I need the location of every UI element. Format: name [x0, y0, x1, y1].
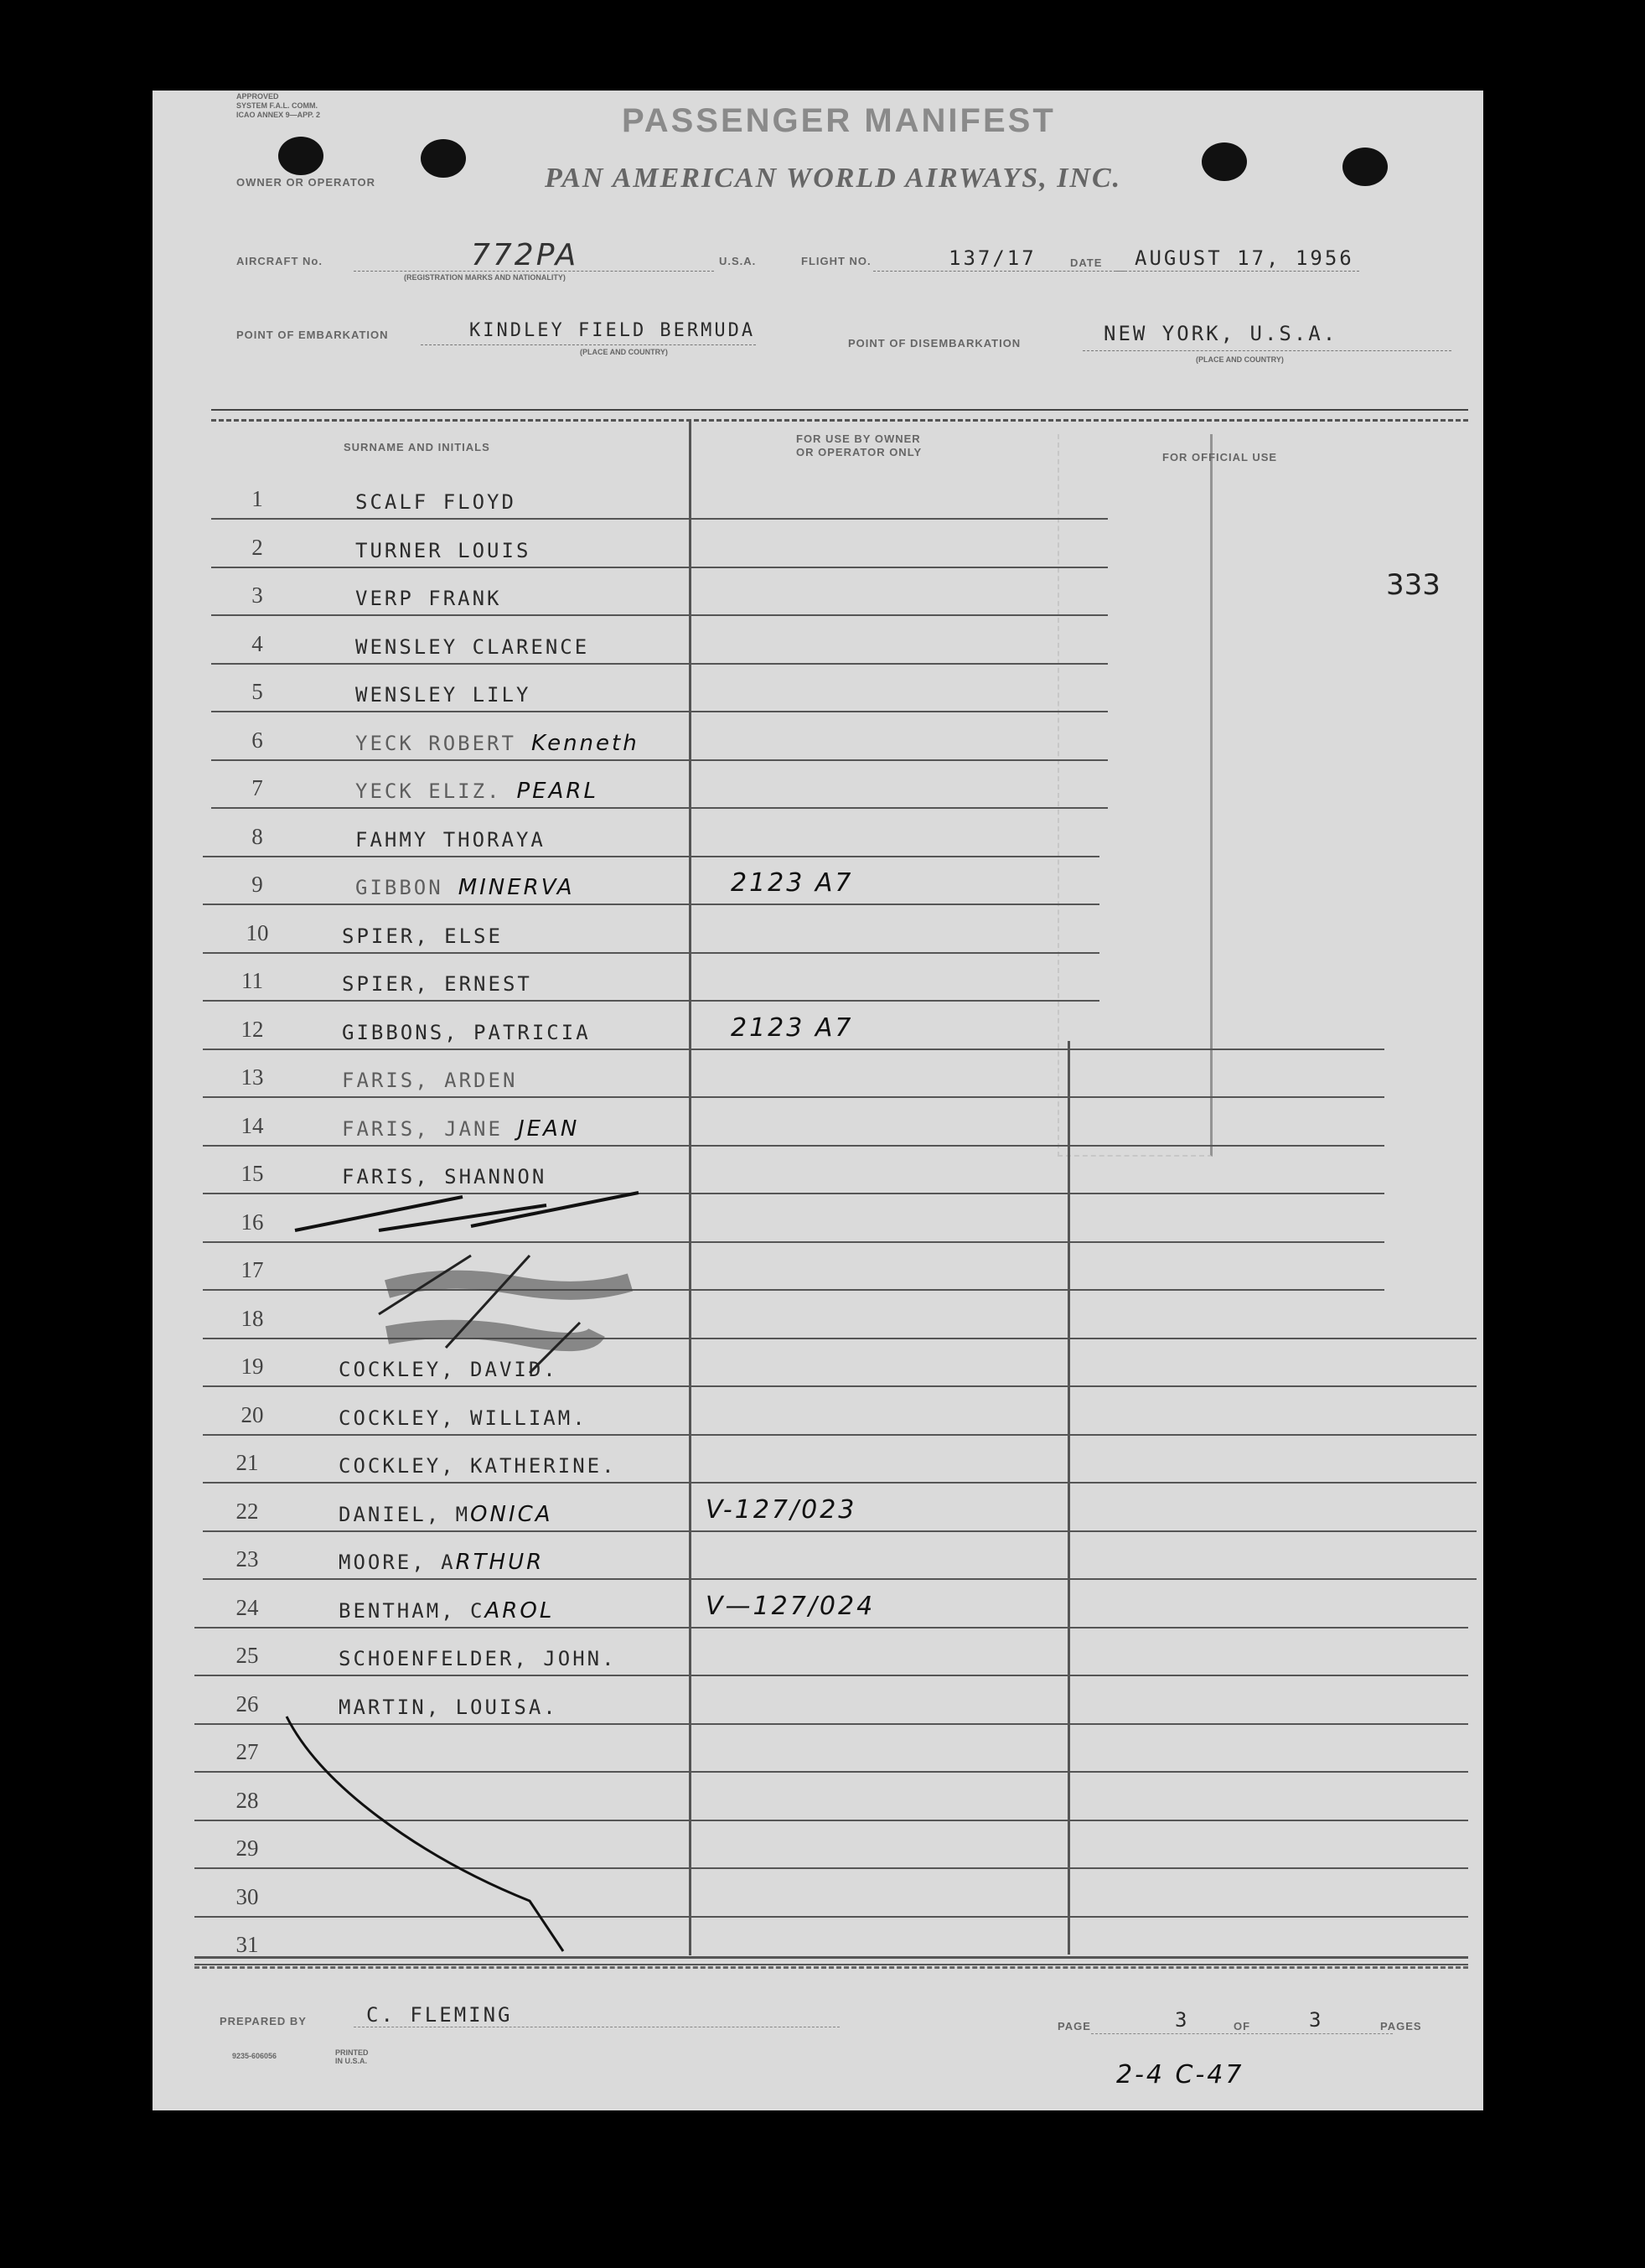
passenger-name: WENSLEY LILY — [355, 683, 531, 707]
row-rule — [203, 904, 1099, 905]
aircraft-label: AIRCRAFT No. — [236, 255, 323, 267]
punch-hole — [421, 139, 466, 178]
col-owner-header: OR OPERATOR ONLY — [796, 446, 923, 458]
owner-note: 2123 A7 — [731, 868, 854, 898]
passenger-name-handwritten: ONICA — [470, 1502, 553, 1527]
row-rule — [203, 1000, 1099, 1002]
aircraft-value: 772PA — [471, 238, 579, 272]
passenger-name: BENTHAM, C — [339, 1599, 485, 1623]
passenger-name: SPIER, ERNEST — [342, 972, 532, 996]
row-rule — [203, 1482, 1477, 1484]
aircraft-sublabel: (REGISTRATION MARKS AND NATIONALITY) — [404, 273, 566, 282]
row-number: 11 — [241, 968, 263, 993]
passenger-name: YECK ELIZ. — [355, 779, 502, 803]
row-number: 1 — [251, 486, 263, 511]
page-value: 3 — [1175, 2008, 1190, 2032]
owner-value: PAN AMERICAN WORLD AIRWAYS, INC. — [545, 163, 1122, 194]
embarkation-value: KINDLEY FIELD BERMUDA — [469, 320, 756, 341]
date-label: DATE — [1070, 256, 1103, 269]
table-row — [355, 731, 639, 756]
table-row — [342, 924, 518, 949]
row-number: 19 — [241, 1354, 264, 1379]
row-number: 10 — [246, 920, 269, 945]
row-rule — [203, 952, 1099, 954]
row-number: 29 — [235, 1836, 259, 1861]
date-value: AUGUST 17, 1956 — [1135, 246, 1354, 270]
passenger-name: GIBBONS, PATRICIA — [342, 1021, 591, 1044]
table-row — [355, 634, 604, 660]
owner-note: V-127/023 — [706, 1495, 857, 1525]
of-value: 3 — [1309, 2008, 1324, 2032]
cancel-line — [278, 1708, 613, 1976]
passenger-name-handwritten: PEARL — [516, 779, 598, 804]
official-stamp-number: 333 — [1386, 568, 1441, 602]
punch-hole — [1342, 148, 1388, 186]
row-number: 12 — [241, 1017, 264, 1042]
row-number: 23 — [235, 1546, 259, 1572]
manifest-page — [153, 91, 1483, 2110]
owner-label: OWNER OR OPERATOR — [236, 176, 376, 189]
passenger-name: COCKLEY, DAVID. — [339, 1358, 558, 1381]
passenger-name: SCHOENFELDER, JOHN. — [339, 1647, 617, 1670]
row-number: 9 — [251, 872, 263, 897]
prepared-value: C. FLEMING — [366, 2003, 513, 2027]
of-label: OF — [1234, 2020, 1251, 2032]
row-rule — [211, 518, 1108, 520]
passenger-name: FARIS, JANE — [342, 1117, 503, 1141]
row-rule — [211, 711, 1108, 712]
strike-scribble — [278, 1180, 664, 1432]
row-number: 26 — [235, 1691, 259, 1717]
passenger-name: YECK ROBERT — [355, 732, 516, 755]
row-number: 4 — [251, 631, 263, 656]
table-row — [355, 586, 517, 611]
passenger-name: SCALF FLOYD — [355, 490, 516, 514]
flight-country-label: U.S.A. — [719, 255, 757, 267]
approval-line: SYSTEM F.A.L. COMM. — [236, 101, 318, 110]
table-row — [339, 1550, 544, 1575]
disembarkation-label: POINT OF DISEMBARKATION — [848, 337, 1022, 350]
owner-note: V—127/024 — [706, 1592, 876, 1621]
table-row — [355, 489, 531, 515]
table-row — [355, 827, 561, 852]
passenger-name: COCKLEY, WILLIAM. — [339, 1406, 587, 1430]
row-number: 14 — [241, 1113, 264, 1138]
row-rule — [203, 1145, 1384, 1147]
embarkation-label: POINT OF EMBARKATION — [236, 329, 389, 341]
form-code: 9235-606056 — [232, 2052, 277, 2060]
disembarkation-sublabel: (PLACE AND COUNTRY) — [1196, 355, 1284, 364]
col-official-header: FOR OFFICIAL USE — [1162, 451, 1278, 463]
footer-hand-note: 2-4 C-47 — [1116, 2060, 1244, 2089]
passenger-name-handwritten: Kenneth — [530, 731, 639, 756]
passenger-name-handwritten: RTHUR — [455, 1550, 545, 1575]
flight-label: FLIGHT NO. — [801, 255, 872, 267]
row-number: 20 — [241, 1402, 264, 1427]
row-rule — [203, 1096, 1384, 1098]
table-row — [355, 538, 546, 563]
row-rule — [211, 567, 1108, 568]
passenger-name: MARTIN, LOUISA. — [339, 1696, 558, 1719]
prepared-label: PREPARED BY — [220, 2015, 307, 2027]
passenger-name: SPIER, ELSE — [342, 924, 503, 948]
row-number: 16 — [241, 1209, 264, 1235]
passenger-name: FAHMY THORAYA — [355, 828, 546, 852]
punch-hole — [278, 137, 323, 175]
table-row — [355, 682, 546, 707]
row-number: 15 — [241, 1161, 264, 1186]
owner-note: 2123 A7 — [731, 1013, 854, 1043]
table-row — [339, 1646, 617, 1671]
flight-value: 137/17 — [949, 246, 1037, 270]
row-number: 13 — [241, 1064, 264, 1090]
row-rule — [211, 807, 1108, 809]
col-surname-header: SURNAME AND INITIALS — [344, 441, 490, 453]
passenger-name: COCKLEY, KATHERINE. — [339, 1454, 617, 1478]
table-row — [342, 1068, 532, 1093]
table-row — [355, 779, 598, 804]
table-row — [339, 1598, 554, 1623]
passenger-name: FARIS, ARDEN — [342, 1069, 518, 1092]
embarkation-sublabel: (PLACE AND COUNTRY) — [580, 348, 668, 356]
row-rule — [211, 614, 1108, 616]
row-number: 24 — [235, 1595, 259, 1620]
row-rule — [211, 663, 1108, 665]
row-number: 30 — [235, 1884, 259, 1909]
row-rule — [203, 1530, 1477, 1532]
passenger-name: DANIEL, M — [339, 1503, 471, 1526]
table-row — [339, 1502, 553, 1527]
table-row — [339, 1453, 632, 1478]
row-number: 7 — [251, 775, 263, 800]
disembarkation-value: NEW YORK, U.S.A. — [1104, 322, 1338, 345]
table-row — [342, 971, 547, 997]
row-rule — [194, 1675, 1468, 1676]
row-number: 22 — [235, 1499, 259, 1524]
row-rule — [203, 1578, 1477, 1580]
passenger-name: GIBBON — [355, 876, 443, 899]
row-number: 31 — [235, 1932, 259, 1957]
col-owner-header: FOR USE BY OWNER — [796, 432, 921, 445]
page-title: PASSENGER MANIFEST — [622, 102, 1056, 139]
table-row — [342, 1020, 606, 1045]
table-row — [342, 1116, 579, 1142]
row-number: 17 — [241, 1257, 264, 1282]
row-rule — [203, 856, 1099, 857]
punch-hole — [1202, 142, 1247, 181]
passenger-name-handwritten: MINERVA — [458, 875, 575, 900]
row-number: 21 — [235, 1450, 259, 1475]
row-number: 6 — [251, 728, 263, 753]
row-number: 18 — [241, 1306, 264, 1331]
passenger-name: FARIS, SHANNON — [342, 1165, 547, 1188]
row-number: 8 — [251, 824, 263, 849]
table-row — [355, 875, 575, 900]
row-number: 2 — [251, 535, 263, 560]
row-number: 25 — [235, 1643, 259, 1668]
row-rule — [211, 759, 1108, 761]
row-number: 28 — [235, 1788, 259, 1813]
passenger-name: TURNER LOUIS — [355, 539, 531, 562]
row-rule — [203, 1049, 1384, 1050]
pages-label: PAGES — [1380, 2020, 1422, 2032]
passenger-name: MOORE, A — [339, 1551, 456, 1574]
row-rule — [194, 1627, 1468, 1629]
row-number: 5 — [251, 679, 263, 704]
row-number: 27 — [235, 1739, 259, 1764]
passenger-name: VERP FRANK — [355, 587, 502, 610]
page-label: PAGE — [1058, 2020, 1091, 2032]
passenger-name-handwritten: AROL — [484, 1598, 555, 1623]
approval-line: APPROVED — [236, 92, 279, 101]
passenger-name-handwritten: JEAN — [517, 1116, 580, 1142]
row-rule — [203, 1434, 1477, 1436]
passenger-name: WENSLEY CLARENCE — [355, 635, 590, 659]
printed-mark: PRINTED IN U.S.A. — [335, 2048, 369, 2065]
approval-line: ICAO ANNEX 9—APP. 2 — [236, 111, 321, 119]
row-number: 3 — [251, 583, 263, 608]
